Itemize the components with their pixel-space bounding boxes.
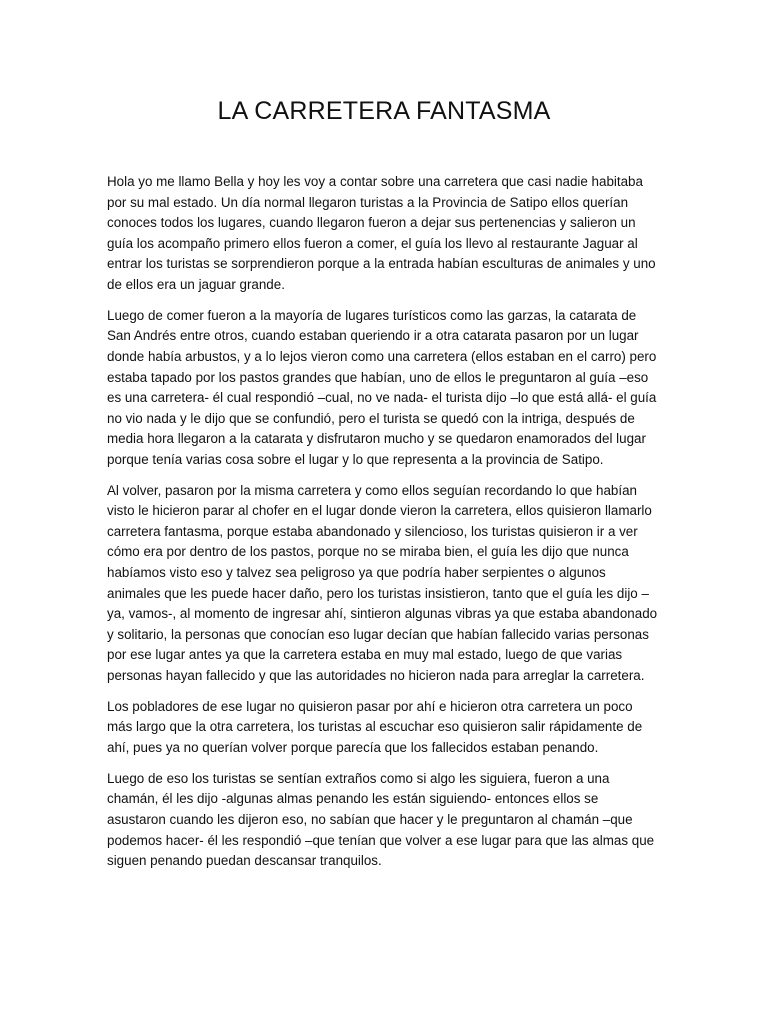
paragraph: Luego de comer fueron a la mayoría de lugares turísticos como las garzas, la catarata de San Andrés entre otros, cuando estaban queriendo ir a otra catarata pasaron por un lugar donde había arbustos, y a lo lejos vieron como una carretera (ellos estaban en el carro) pero estaba tapado por los pastos grandes que habían, uno de ellos le preguntaron al guía –eso es una carretera- él cual respondió –cual, no ve nada- el turista dijo –lo que está allá- el guía no vio nada y le dijo que se confundió, pero el turista se quedó con la intriga, después de media hora llegaron a la catarata y disfrutaron mucho y se quedaron enamorados del lugar porque tenía varias cosa sobre el lugar y lo que representa a la provincia de Satipo.: [107, 307, 657, 467]
paragraph: Hola yo me llamo Bella y hoy les voy a contar sobre una carretera que casi nadie habitaba por su mal estado. Un día normal llegaron turistas a la Provincia de Satipo ellos querían conoces todos los lugares, cuando llegaron fueron a dejar sus pertenencias y salieron un guía los acompaño primero ellos fueron a comer, el guía los llevo al restaurante Jaguar al entrar los turistas se sorprendieron porque a la entrada habían esculturas de animales y uno de ellos era un jaguar grande.: [107, 174, 656, 292]
paragraph: Luego de eso los turistas se sentían extraños como si algo les siguiera, fueron a una chamán, él les dijo -algunas almas penando les están siguiendo- entonces ellos se asustaron cuando les dijeron eso, no sabían que hacer y le preguntaron al chamán –que podemos hacer- él les respondió –que tenían que volver a ese lugar para que las almas que siguen penando puedan descansar tranquilos.: [107, 770, 655, 869]
paragraph: Al volver, pasaron por la misma carretera y como ellos seguían recordando lo que habían visto le hicieron parar al chofer en el lugar donde vieron la carretera, ellos quisieron llamarlo carretera fantasma, porque estaba abandonado y silencioso, los turistas quisieron ir a ver cómo era por dentro de los pastos, porque no se miraba bien, el guía les dijo que nunca habíamos visto eso y talvez sea peligroso ya que podría haber serpientes o algunos animales que les puede hacer daño, pero los turistas insistieron, tanto que el guía les dijo –ya, vamos-, al momento de ingresar ahí, sintieron algunas vibras ya que estaba abandonado y solitario, la personas que conocían eso lugar decían que habían fallecido varias personas por ese lugar antes ya que la carretera estaba en muy mal estado, luego de que varias personas hayan fallecido y que las autoridades no hicieron nada para arreglar la carretera.: [107, 482, 658, 684]
document-title: LA CARRETERA FANTASMA: [217, 97, 551, 125]
paragraph: Los pobladores de ese lugar no quisieron pasar por ahí e hicieron otra carretera un poco más largo que la otra carretera, los turistas al escuchar eso quisieron salir rápidamente de ahí, pues ya no querían volver porque parecía que los fallecidos estaban penando.: [107, 698, 643, 755]
document-body: [107, 172, 659, 882]
